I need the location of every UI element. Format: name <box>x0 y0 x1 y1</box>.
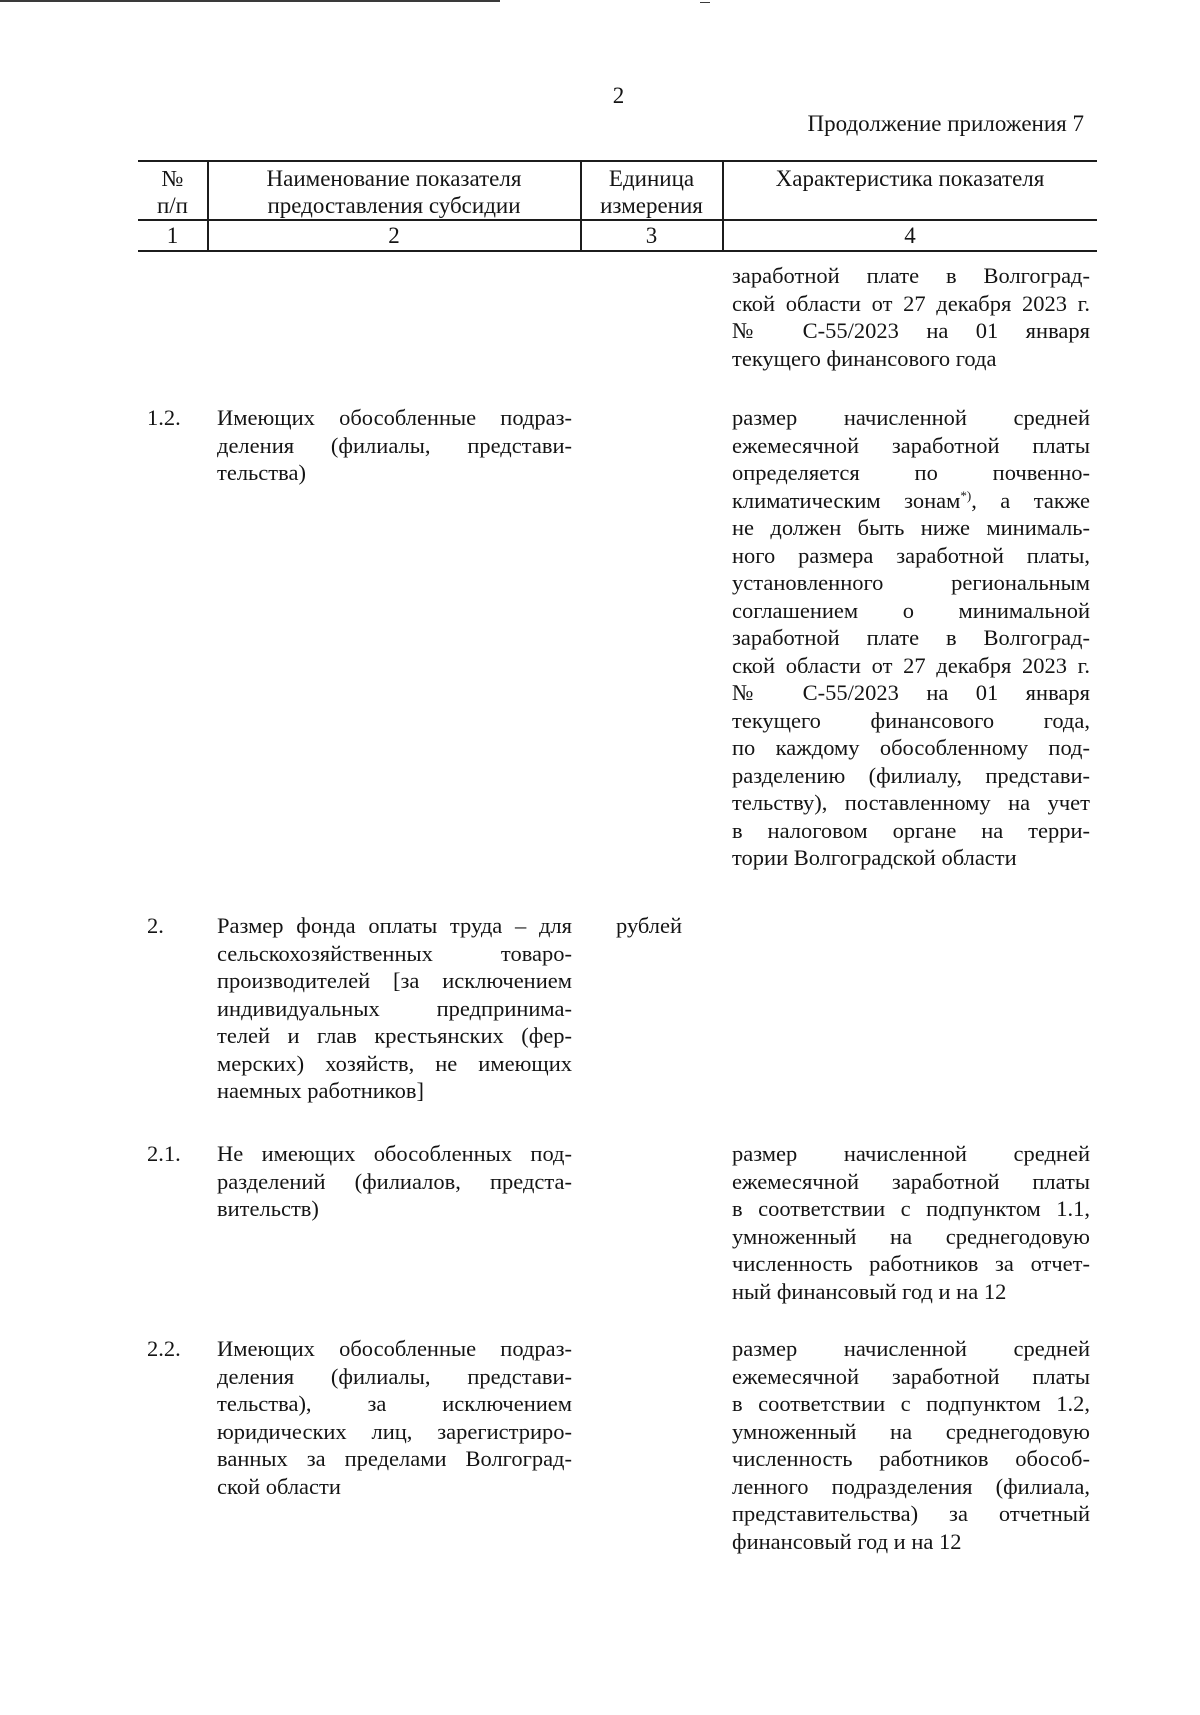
column-number-2: 2 <box>388 223 400 248</box>
column-number-1: 1 <box>166 223 179 248</box>
indicator-characteristic: размер начисленной средней ежемесячной заработной платы в соответствии с подпунктом 1.1, умноженный на среднегодовую численность работников за отчет- ный финансовый год и на 12 <box>732 1141 1090 1304</box>
header-separator <box>138 219 1097 221</box>
header-top-border <box>138 160 1097 162</box>
indicator-name: Имеющих обособленные подраз- деления (филиалы, представи- тельства) <box>217 405 572 485</box>
indicator-characteristic: размер начисленной средней ежемесячной заработной платы определяется по почвенно- климатическим зонам*), а также не должен быть ниже минималь- ного размера заработной платы, установленного региональным соглашением о минимальной заработной плате в Волгоград- ской области от 27 декабря 2023 г. № С-55/2023 на 01 января текущего финансового года, по каждому обособленному под- разделению (филиалу, представи- тельству), поставленному на учет в налоговом органе на терри- тории Волгоградской области <box>732 405 1090 870</box>
continuation-label: Продолжение приложения 7 <box>807 111 1084 136</box>
header-characteristic: Характеристика показателя <box>775 166 1045 191</box>
column-number-4: 4 <box>904 223 916 248</box>
header-indicator-name: Наименование показателя предоставления субсидии <box>266 166 522 218</box>
row-number: 2. <box>147 913 164 938</box>
header-unit: Единица измерения <box>600 166 703 218</box>
scan-edge-line <box>700 2 710 3</box>
indicator-name: Не имеющих обособленных под- разделений (филиалов, предста- вительств) <box>217 1141 572 1221</box>
row-number: 2.2. <box>147 1336 181 1361</box>
scan-edge-line <box>0 0 500 2</box>
row-number: 1.2. <box>147 405 181 430</box>
continued-characteristic: заработной плате в Волгоград- ской области от 27 декабря 2023 г. № С-55/2023 на 01 января текущего финансового года <box>732 263 1090 371</box>
header-number: № п/п <box>156 166 188 218</box>
indicator-name: Имеющих обособленные подраз- деления (филиалы, представи- тельства), за исключением юридических лиц, зарегистриро- ванных за пределами Волгоград- ской области <box>217 1336 572 1499</box>
indicator-characteristic: размер начисленной средней ежемесячной заработной платы в соответствии с подпунктом 1.2, умноженный на среднегодовую численность работников обособ- ленного подразделения (филиала, представительства) за отчетный финансовый год и на 12 <box>732 1336 1090 1554</box>
page-number: 2 <box>612 83 625 108</box>
row-number: 2.1. <box>147 1141 181 1166</box>
indicator-name: Размер фонда оплаты труда – для сельскохозяйственных товаро- производителей [за исключением индивидуальных предпринима- телей и глав крестьянских (фер- мерских) хозяйств, не имеющих наемных работников] <box>217 913 572 1103</box>
unit-of-measure: рублей <box>616 913 683 938</box>
footnote-mark: *) <box>960 487 972 503</box>
header-bottom-border <box>138 250 1097 252</box>
column-number-3: 3 <box>645 223 658 248</box>
